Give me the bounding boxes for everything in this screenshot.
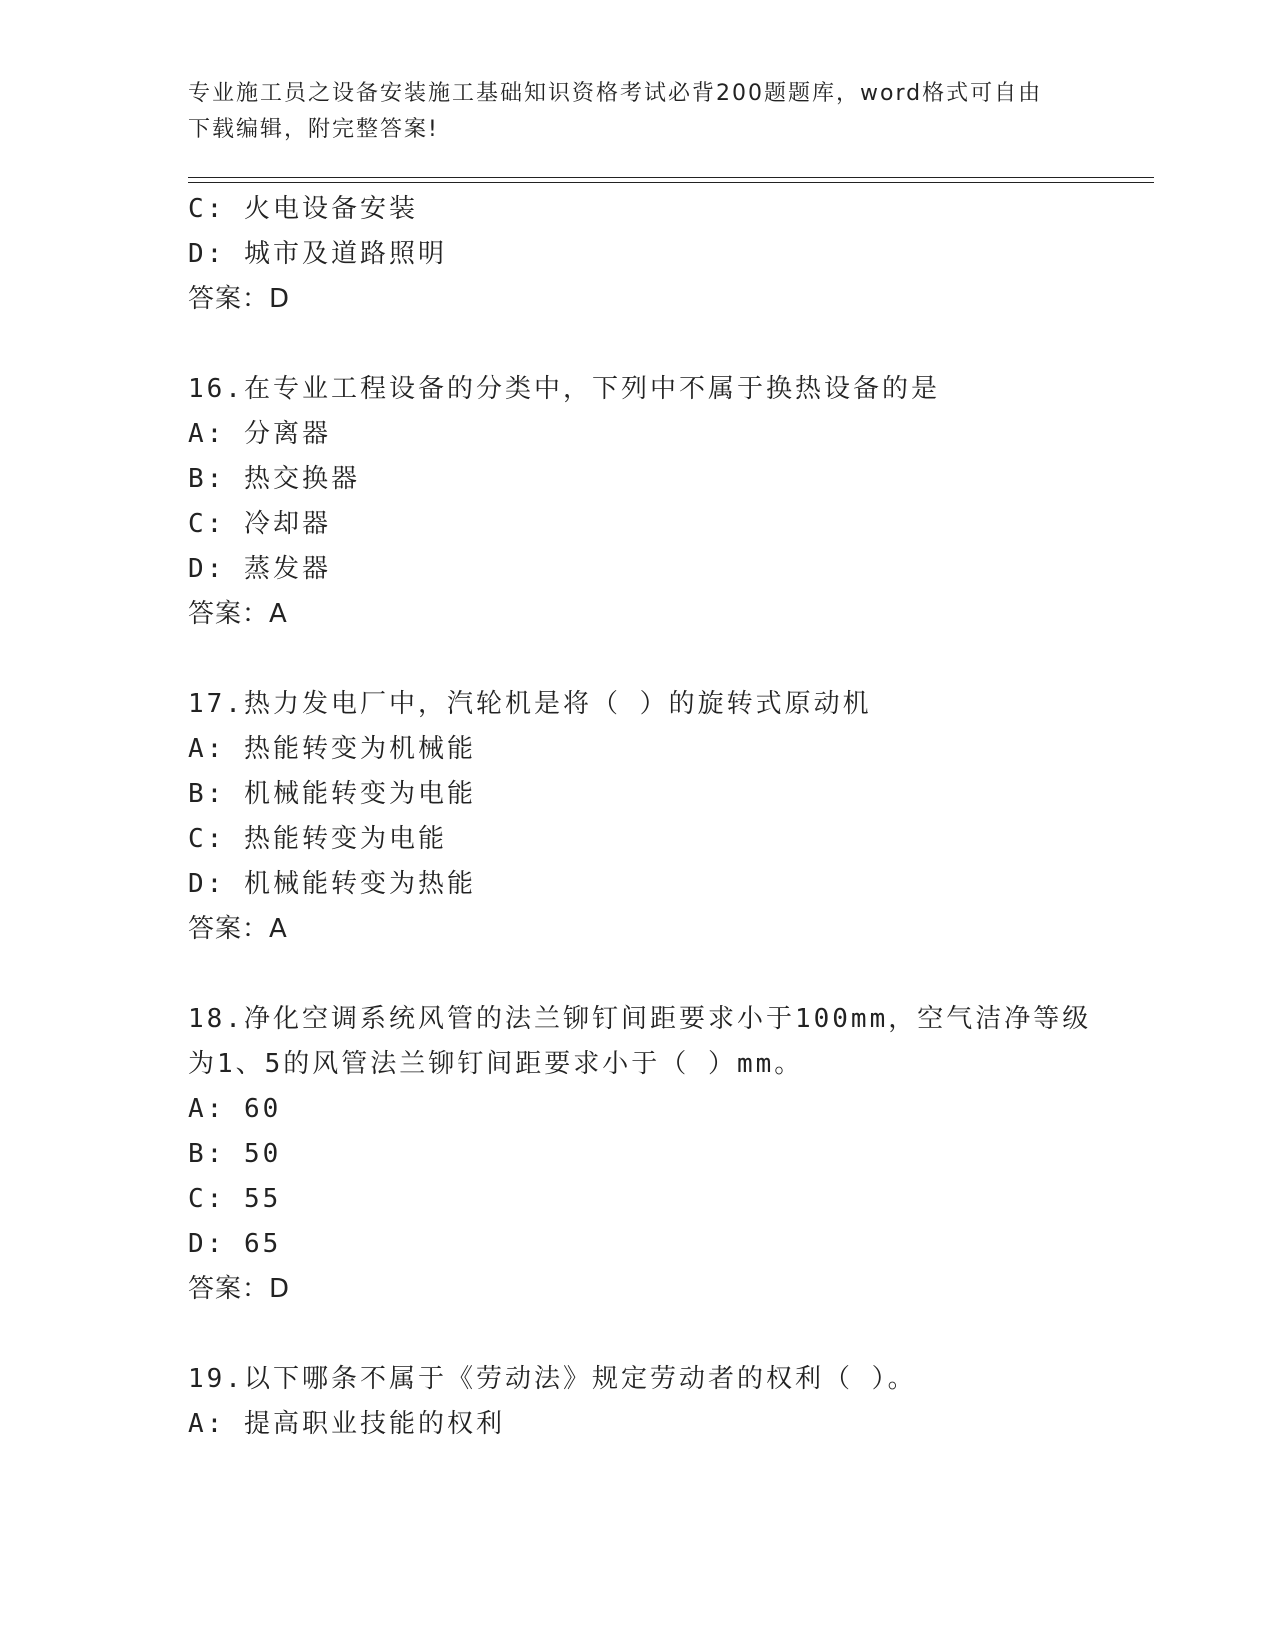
- q18-answer: 答案：D: [188, 1274, 291, 1304]
- q19-question: 19.以下哪条不属于《劳动法》规定劳动者的权利（ ）。: [188, 1364, 917, 1394]
- q15-answer: 答案：D: [188, 284, 291, 314]
- q17-option-c: C: 热能转变为电能: [188, 824, 447, 854]
- q18-question-line-1: 18.净化空调系统风管的法兰铆钉间距要求小于100mm，空气洁净等级: [188, 1004, 1092, 1034]
- q17-answer: 答案：A: [188, 914, 288, 944]
- header-line-2: 下载编辑，附完整答案!: [188, 117, 439, 142]
- q16-question: 16.在专业工程设备的分类中，下列中不属于换热设备的是: [188, 374, 940, 404]
- header-line-1: 专业施工员之设备安装施工基础知识资格考试必背200题题库，word格式可自由: [188, 81, 1043, 106]
- q16-option-b: B: 热交换器: [188, 464, 360, 494]
- q15-option-c: C: 火电设备安装: [188, 194, 418, 224]
- q17-question: 17.热力发电厂中，汽轮机是将（ ）的旋转式原动机: [188, 689, 872, 719]
- document-header: [188, 76, 1088, 148]
- q17-option-d: D: 机械能转变为热能: [188, 869, 476, 899]
- header-divider-top: [188, 177, 1154, 178]
- q16-option-c: C: 冷却器: [188, 509, 331, 539]
- q17-option-b: B: 机械能转变为电能: [188, 779, 476, 809]
- q18-option-c: C: 55: [188, 1184, 282, 1214]
- q19-option-a: A: 提高职业技能的权利: [188, 1409, 505, 1439]
- q18-option-d: D: 65: [188, 1229, 282, 1259]
- q18-option-b: B: 50: [188, 1139, 282, 1169]
- header-divider-bottom: [188, 182, 1154, 183]
- q15-option-d: D: 城市及道路照明: [188, 239, 447, 269]
- q16-answer: 答案：A: [188, 599, 288, 629]
- q17-option-a: A: 热能转变为机械能: [188, 734, 476, 764]
- q18-question-line-2: 为1、5的风管法兰铆钉间距要求小于（ ）mm。: [188, 1049, 804, 1079]
- q16-option-a: A: 分离器: [188, 419, 331, 449]
- q16-option-d: D: 蒸发器: [188, 554, 331, 584]
- q18-option-a: A: 60: [188, 1094, 282, 1124]
